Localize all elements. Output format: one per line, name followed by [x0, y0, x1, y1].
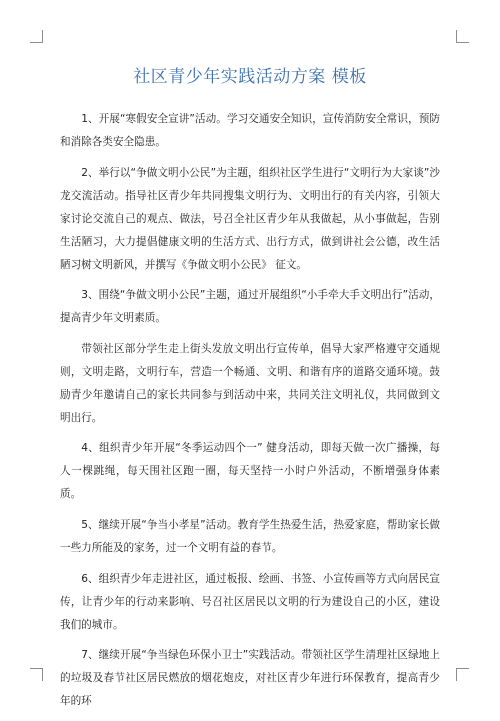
paragraph-6: 5、继续开展“争当小孝星”活动。教育学生热爱生活，热爱家庭，帮助家长做一些力所能及的家务，过一个文明有益的春节。 — [60, 518, 440, 554]
paragraph-4: 带领社区部分学生走上街头发放文明出行宣传单，倡导大家严格遵守交通规则，文明走路，文明行车，营造一个畅通、文明、和谐有序的道路交通环境。鼓励青少年邀请自己的家长共同参与到活动中来，共同关注文明礼仪，共同做到文明出行。 — [60, 342, 440, 424]
paragraph-2: 2、举行以“争做文明小公民”为主题，组织社区学生进行“文明行为大家谈”沙龙交流活动。指导社区青少年共同搜集文明行为、文明出行的有关内容，引领大家讨论交流自己的观点、做法，号召全社区青少年从我做起，从小事做起，告别生活陋习，大力提倡健康文明的生活方式、出行方式，做到讲社会公德，改生活陋习树文明新风，并撰写《争做文明小公民》 征文。 — [60, 166, 440, 271]
paragraph-7: 6、组织青少年走进社区，通过板报、绘画、书签、小宣传画等方式向居民宣传，让青少年的行动来影响、号召社区居民以文明的行为建设自己的小区，建设我们的城市。 — [60, 572, 440, 631]
paragraph-8: 7、继续开展“争当绿色环保小卫士”实践活动。带领社区学生清理社区绿地上的垃圾及春节社区居民燃放的烟花炮皮，对社区青少年进行环保教育，提高青少年的环 — [60, 649, 440, 708]
paragraph-5: 4、组织青少年开展“冬季运动四个一” 健身活动，即每天做一次广播操，每人一棵跳绳，每天围社区跑一圈，每天坚持一小时户外活动，不断增强身体素质。 — [60, 442, 440, 501]
crop-mark-top-left — [30, 30, 43, 43]
paragraph-3: 3、围绕“争做文明小公民”主题，通过开展组织“小手牵大手文明出行”活动，提高青少年文明素质。 — [60, 289, 440, 325]
document-body — [60, 108, 440, 721]
document-title: 社区青少年实践活动方案 模板 — [133, 67, 367, 87]
crop-mark-bottom-left — [30, 668, 43, 681]
crop-mark-top-right — [456, 30, 469, 43]
paragraph-1: 1、开展“寒假安全宣讲”活动。学习交通安全知识，宣传消防安全常识，预防和消除各类安全隐患。 — [60, 113, 440, 148]
crop-mark-bottom-right — [456, 668, 469, 681]
